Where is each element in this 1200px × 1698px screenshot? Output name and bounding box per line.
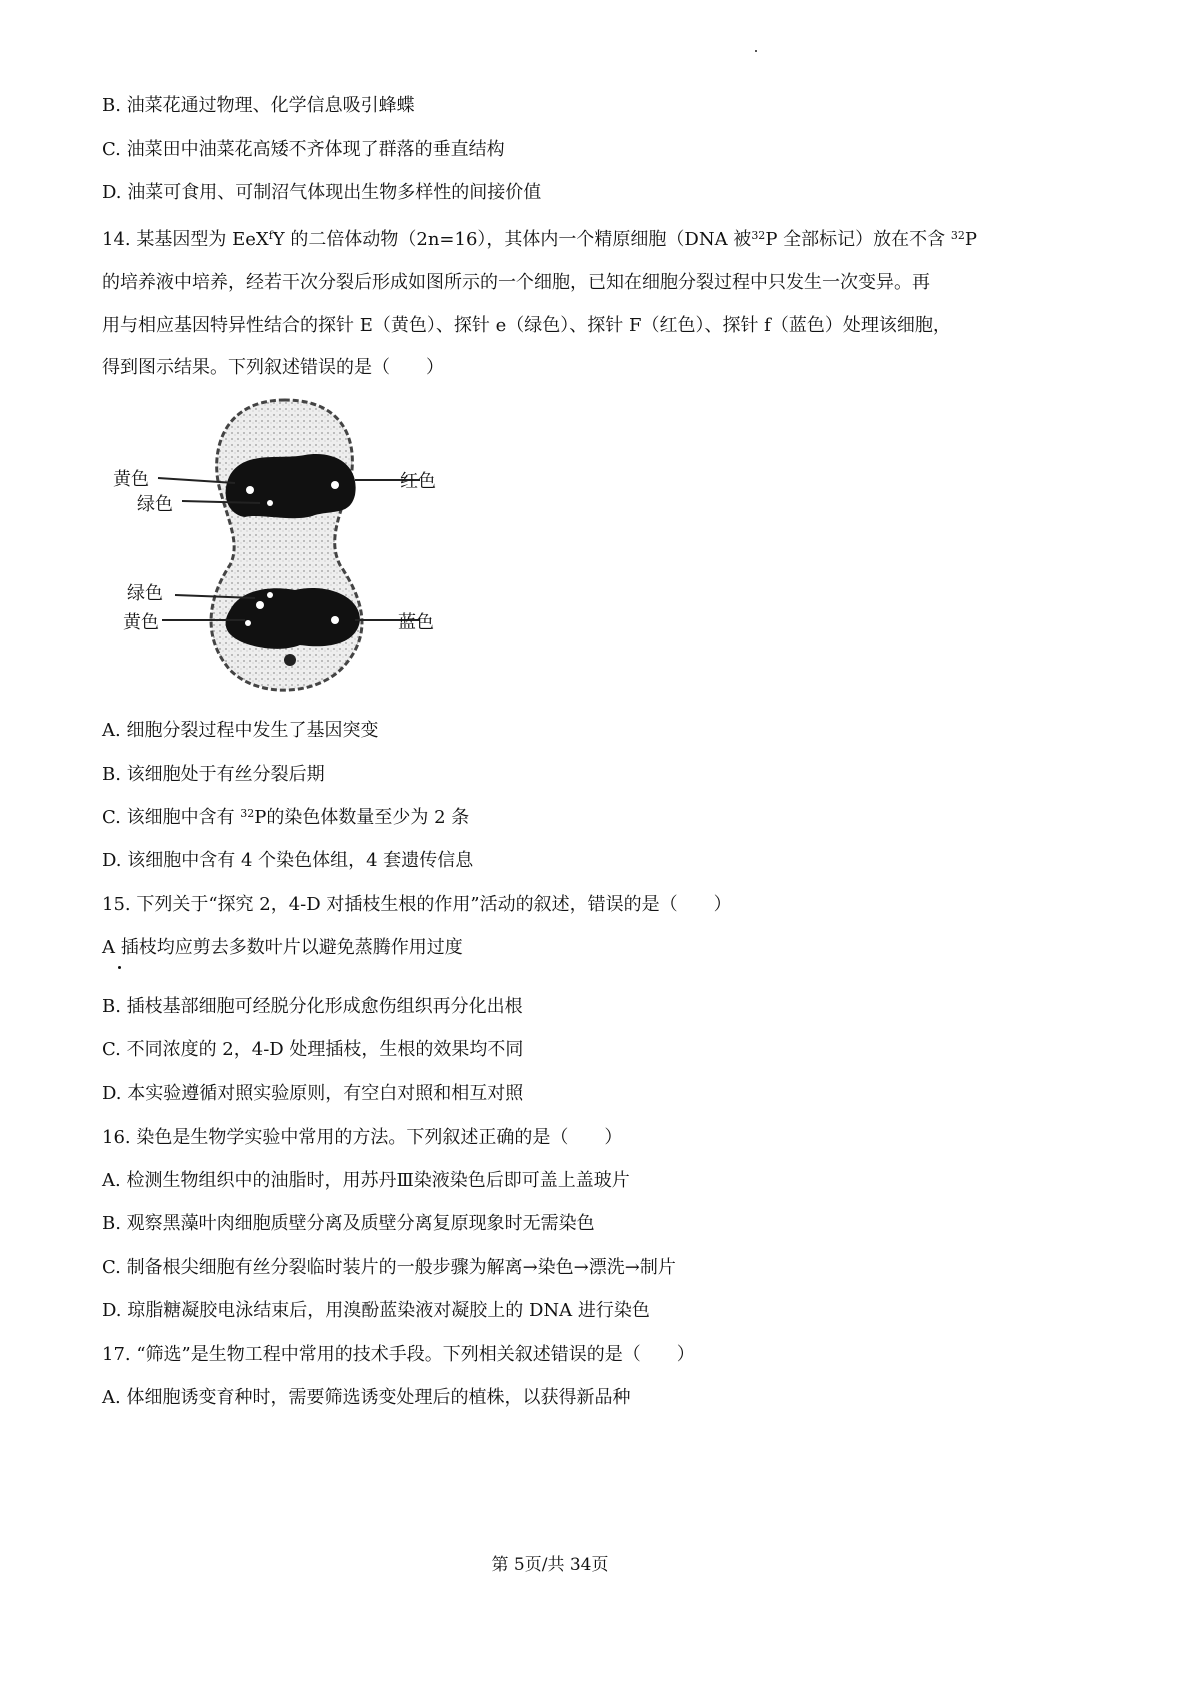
option-15b: B. 插枝基部细胞可经脱分化形成愈伤组织再分化出根: [102, 996, 523, 1017]
superscript: 32: [950, 229, 965, 242]
text: 14. 某基因型为 EeX: [102, 229, 269, 250]
option-15d: D. 本实验遵循对照实验原则，有空白对照和相互对照: [102, 1083, 524, 1104]
option-16d: D. 琼脂糖凝胶电泳结束后，用溴酚蓝染液对凝胶上的 DNA 进行染色: [102, 1300, 650, 1321]
option-14a: A. 细胞分裂过程中发生了基因突变: [102, 720, 379, 741]
question-14-line-3: 用与相应基因特异性结合的探针 E（黄色）、探针 e（绿色）、探针 F（红色）、探针 f（蓝色）处理该细胞，: [102, 315, 951, 336]
cell-image: [110, 395, 450, 695]
label-yellow-bottom: 黄色: [123, 612, 159, 633]
option-17a: A. 体细胞诱变育种时，需要筛选诱变处理后的植株，以获得新品种: [102, 1387, 631, 1408]
option-13c: C. 油菜田中油菜花高矮不齐体现了群落的垂直结构: [102, 139, 505, 160]
question-15: 15. 下列关于“探究 2，4-D 对插枝生根的作用”活动的叙述，错误的是（ ）: [102, 894, 732, 915]
option-15a: A 插枝均应剪去多数叶片以避免蒸腾作用过度: [102, 937, 463, 958]
question-14-line-4: 得到图示结果。下列叙述错误的是（ ）: [102, 357, 444, 378]
cell-division-figure: [110, 395, 450, 695]
label-yellow-top: 黄色: [113, 469, 149, 490]
superscript: 32: [751, 229, 766, 242]
stray-dot: [118, 966, 121, 969]
option-14c: [102, 806, 469, 830]
option-14b: B. 该细胞处于有丝分裂后期: [102, 764, 325, 785]
option-13d: D. 油菜可食用、可制沼气体现出生物多样性的间接价值: [102, 182, 542, 203]
superscript: f: [268, 229, 273, 242]
question-14-line-1: [102, 228, 977, 252]
text: P 全部标记）放在不含: [765, 229, 951, 250]
text: P的染色体数量至少为 2 条: [254, 807, 470, 828]
text: C. 该细胞中含有: [102, 807, 241, 828]
label-red: 红色: [400, 471, 436, 492]
text: Y 的二倍体动物（2n=16），其体内一个精原细胞（DNA 被: [272, 229, 752, 250]
page-number: 第 5页/共 34页: [491, 1555, 609, 1575]
superscript: 32: [240, 807, 255, 820]
speck: [755, 50, 757, 52]
option-16b: B. 观察黑藻叶肉细胞质壁分离及质壁分离复原现象时无需染色: [102, 1213, 595, 1234]
label-green-top: 绿色: [137, 494, 173, 515]
option-16c: C. 制备根尖细胞有丝分裂临时装片的一般步骤为解离→染色→漂洗→制片: [102, 1257, 676, 1278]
option-13b: B. 油菜花通过物理、化学信息吸引蜂蝶: [102, 95, 415, 116]
option-16a: A. 检测生物组织中的油脂时，用苏丹Ⅲ染液染色后即可盖上盖玻片: [102, 1170, 630, 1191]
question-16: 16. 染色是生物学实验中常用的方法。下列叙述正确的是（ ）: [102, 1127, 623, 1148]
label-blue: 蓝色: [398, 612, 434, 633]
option-15c: C. 不同浓度的 2，4-D 处理插枝，生根的效果均不同: [102, 1039, 524, 1060]
text: P: [964, 229, 977, 250]
question-14-line-2: 的培养液中培养，经若干次分裂后形成如图所示的一个细胞，已知在细胞分裂过程中只发生一次变异。再: [102, 272, 930, 293]
option-14d: D. 该细胞中含有 4 个染色体组，4 套遗传信息: [102, 850, 474, 871]
label-green-bottom: 绿色: [127, 583, 163, 604]
question-17: 17. “筛选”是生物工程中常用的技术手段。下列相关叙述错误的是（ ）: [102, 1344, 695, 1365]
